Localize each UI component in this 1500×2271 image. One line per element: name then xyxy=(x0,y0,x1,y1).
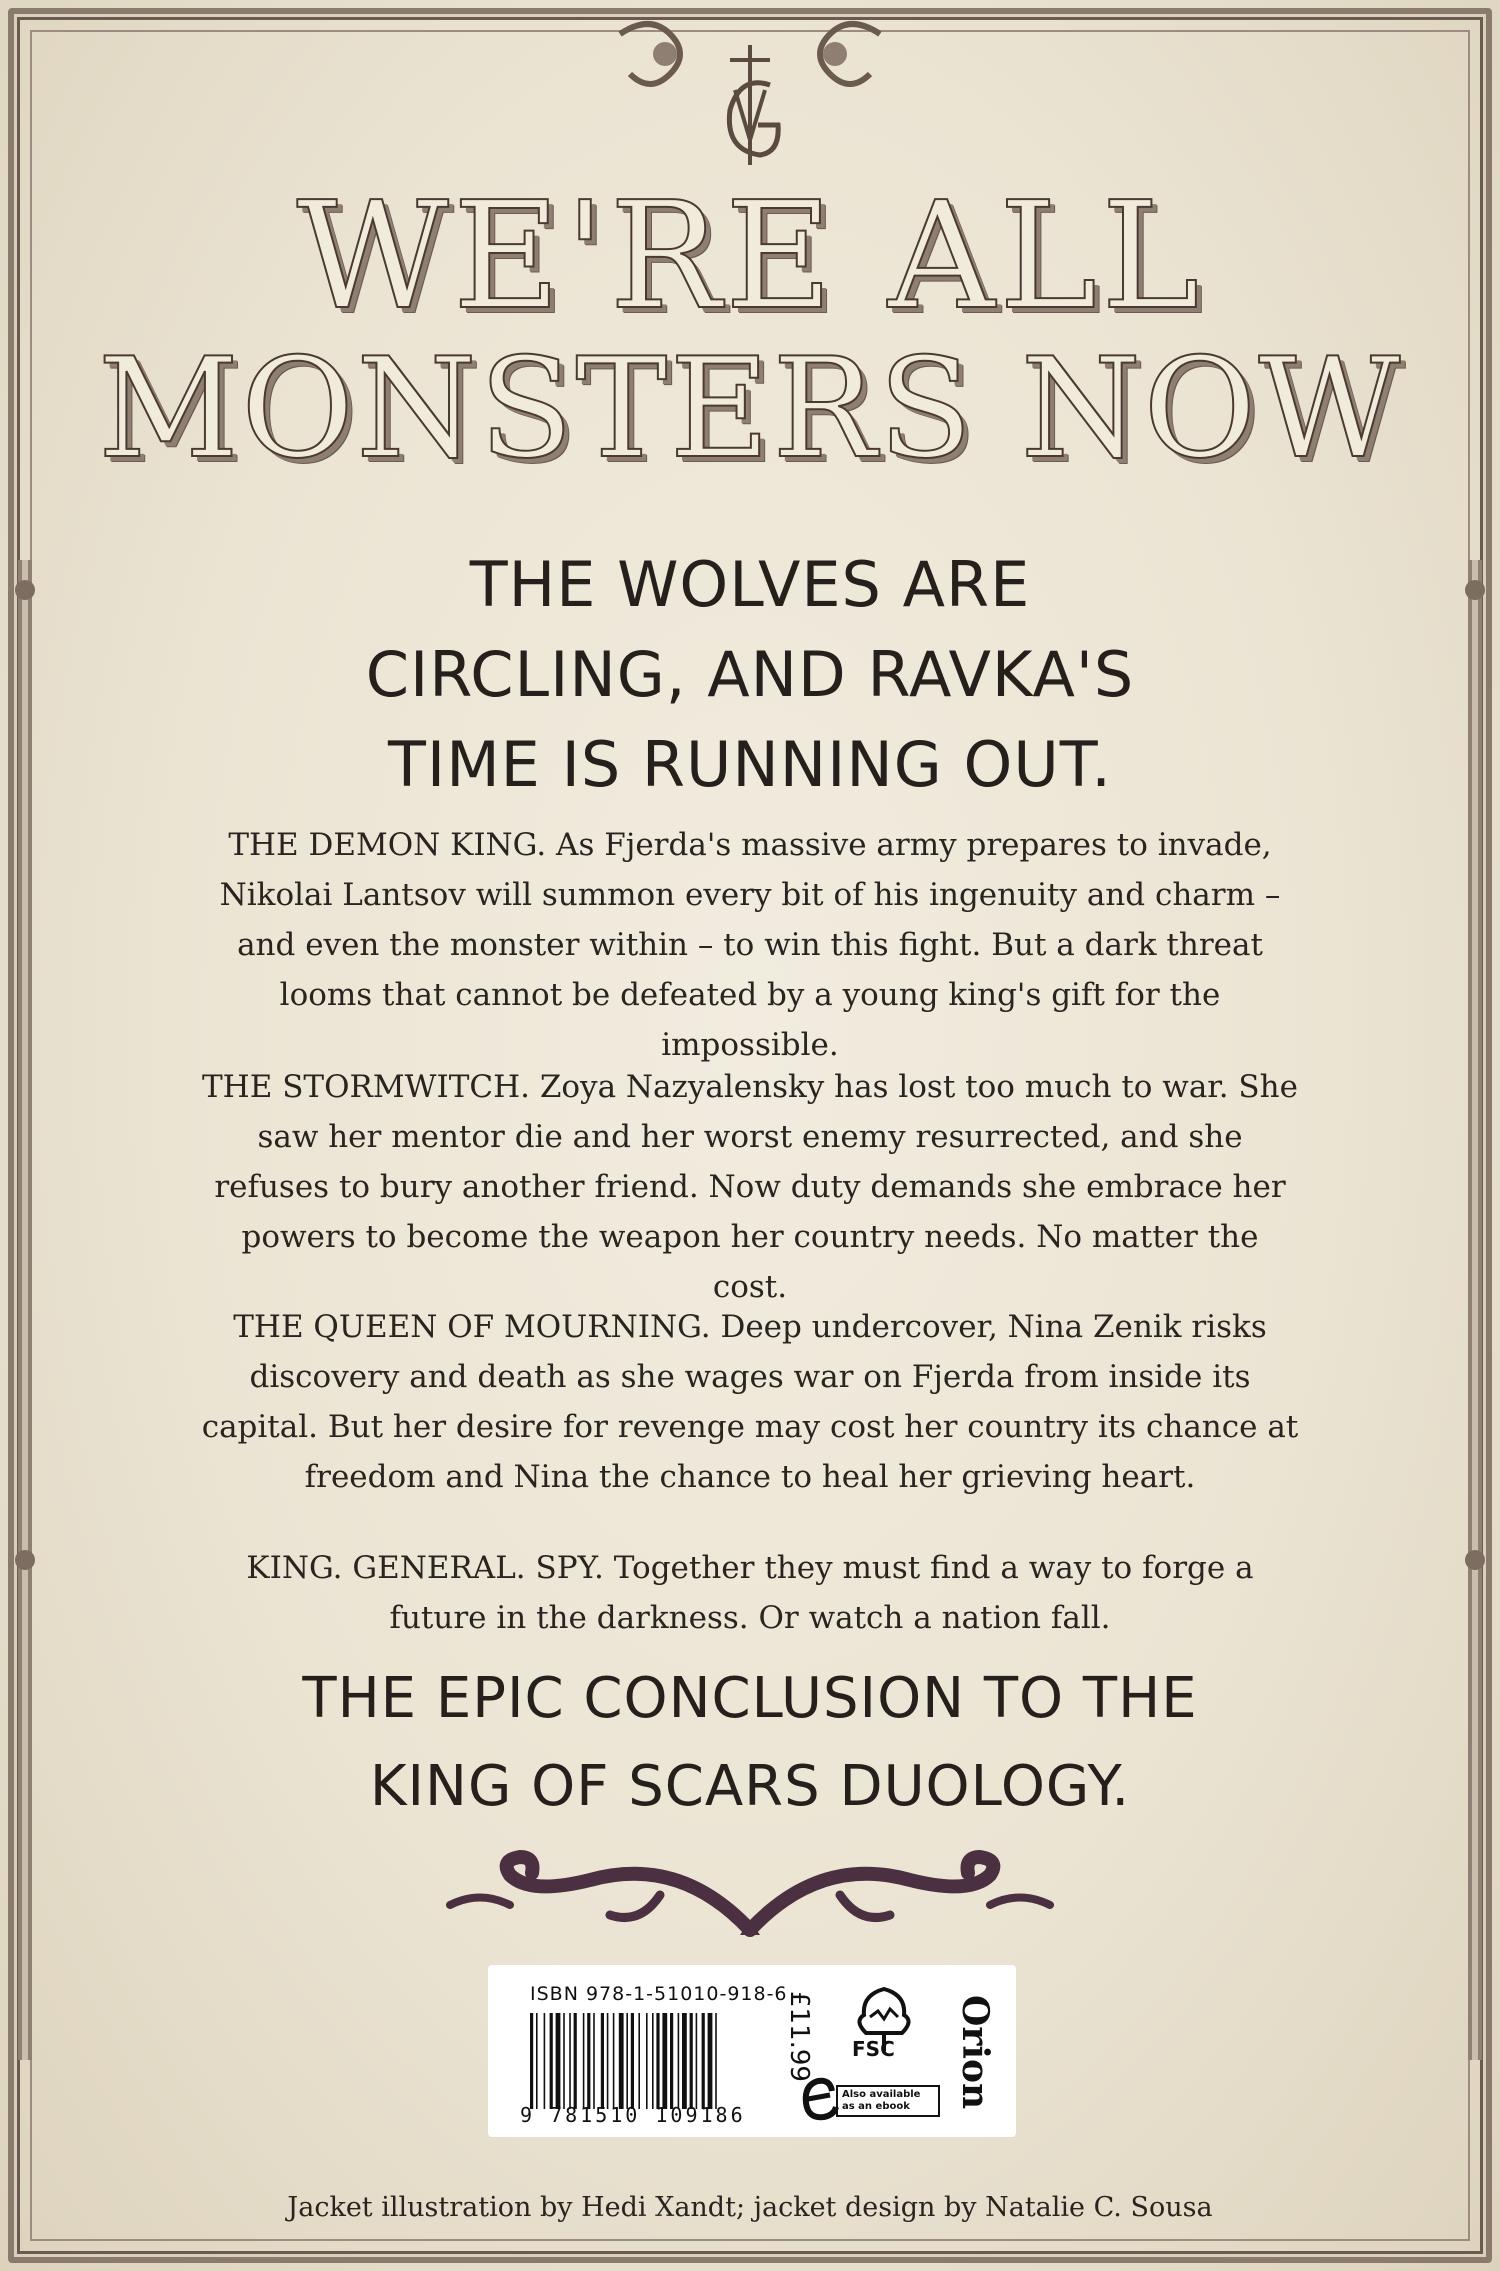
top-right-clasp-ornament xyxy=(790,14,890,104)
barcode-bar xyxy=(587,2013,590,2109)
barcode-bar xyxy=(607,2013,609,2109)
barcode-bar xyxy=(670,2013,673,2109)
ebook-e-icon xyxy=(800,2073,840,2123)
barcode-bar xyxy=(626,2013,628,2109)
headline-line-2: MONSTERS NOW xyxy=(97,328,1403,489)
barcode-bar xyxy=(530,2013,533,2109)
barcode-bar xyxy=(638,2013,640,2109)
publisher-logo: Orion xyxy=(954,1995,996,2110)
barcode-bar xyxy=(583,2013,585,2109)
barcode-bar xyxy=(536,2013,538,2109)
barcode-bar xyxy=(569,2013,571,2109)
blurb-demon-king: THE DEMON KING. As Fjerda's massive army prepares to invade, Nikolai Lantsov will summon every bit of his ingenuity and charm – and even the monster within – to win this fight. But a dark threat looms that cannot be defeated by a young king's gift for the impossible. xyxy=(219,827,1281,1063)
barcode-bar xyxy=(613,2013,615,2109)
fsc-label: FSC xyxy=(852,2037,895,2061)
barcode-bar xyxy=(574,2013,577,2109)
barcode-bar xyxy=(690,2013,693,2109)
barcode-bar xyxy=(662,2013,667,2109)
barcode-bar xyxy=(715,2013,717,2109)
barcode-bar xyxy=(708,2013,713,2109)
ebook-availability-badge: Also available as an ebook xyxy=(836,2085,940,2117)
price-label: £11.99 xyxy=(784,1991,814,2082)
barcode-bar xyxy=(652,2013,654,2109)
barcode-bar xyxy=(656,2013,659,2109)
barcode-bar xyxy=(556,2013,561,2109)
barcode-bar xyxy=(544,2013,546,2109)
monogram-emblem-icon xyxy=(700,40,800,170)
jacket-credits: Jacket illustration by Hedi Xandt; jacket design by Natalie C. Sousa xyxy=(287,2192,1213,2223)
conclusion-line: THE EPIC CONCLUSION TO THE xyxy=(302,1666,1198,1731)
blurb-stormwitch: THE STORMWITCH. Zoya Nazyalensky has lost too much to war. She saw her mentor die and her worst enemy resurrected, and she refuses to bury another friend. Now duty demands she embrace her powers to become the weapon her country needs. No matter the cost. xyxy=(202,1069,1298,1305)
barcode-bars-icon xyxy=(530,2013,770,2109)
blurb-queen-of-mourning: THE QUEEN OF MOURNING. Deep undercover, Nina Zenik risks discovery and death as she wages war on Fjerda from inside its capital. But her desire for revenge may cost her country its chance at freedom and Nina the chance to heal her grieving heart. xyxy=(201,1309,1299,1495)
barcode-bar xyxy=(646,2013,648,2109)
barcode-bar xyxy=(550,2013,553,2109)
tagline xyxy=(0,540,1500,810)
barcode-bar xyxy=(563,2013,565,2109)
conclusion-statement xyxy=(0,1655,1500,1831)
barcode-bar xyxy=(593,2013,595,2109)
barcode-bar xyxy=(631,2013,634,2109)
isbn-text: ISBN 978-1-51010-918-6 xyxy=(530,1983,788,2005)
tagline-line: TIME IS RUNNING OUT. xyxy=(388,728,1112,801)
barcode-bar xyxy=(702,2013,705,2109)
barcode-bar xyxy=(619,2013,624,2109)
barcode-bar xyxy=(678,2013,680,2109)
top-left-clasp-ornament xyxy=(610,14,710,104)
barcode-number: 9 781510 109186 xyxy=(520,2103,746,2127)
barcode-bar xyxy=(601,2013,604,2109)
conclusion-line: KING OF SCARS DUOLOGY. xyxy=(369,1754,1131,1819)
barcode-label xyxy=(488,1965,1016,2137)
tagline-line: THE WOLVES ARE xyxy=(469,548,1031,621)
barcode-bar xyxy=(682,2013,687,2109)
blurb-king-general-spy: KING. GENERAL. SPY. Together they must find a way to forge a future in the darkness. Or watch a nation fall. xyxy=(246,1550,1254,1636)
tagline-line: CIRCLING, AND RAVKA'S xyxy=(365,638,1135,711)
barcode-bar xyxy=(696,2013,698,2109)
decorative-flourish-icon xyxy=(440,1835,1060,1945)
fsc-tree-logo-icon xyxy=(844,1981,924,2077)
headline-line-1: WE'RE ALL xyxy=(296,170,1204,342)
